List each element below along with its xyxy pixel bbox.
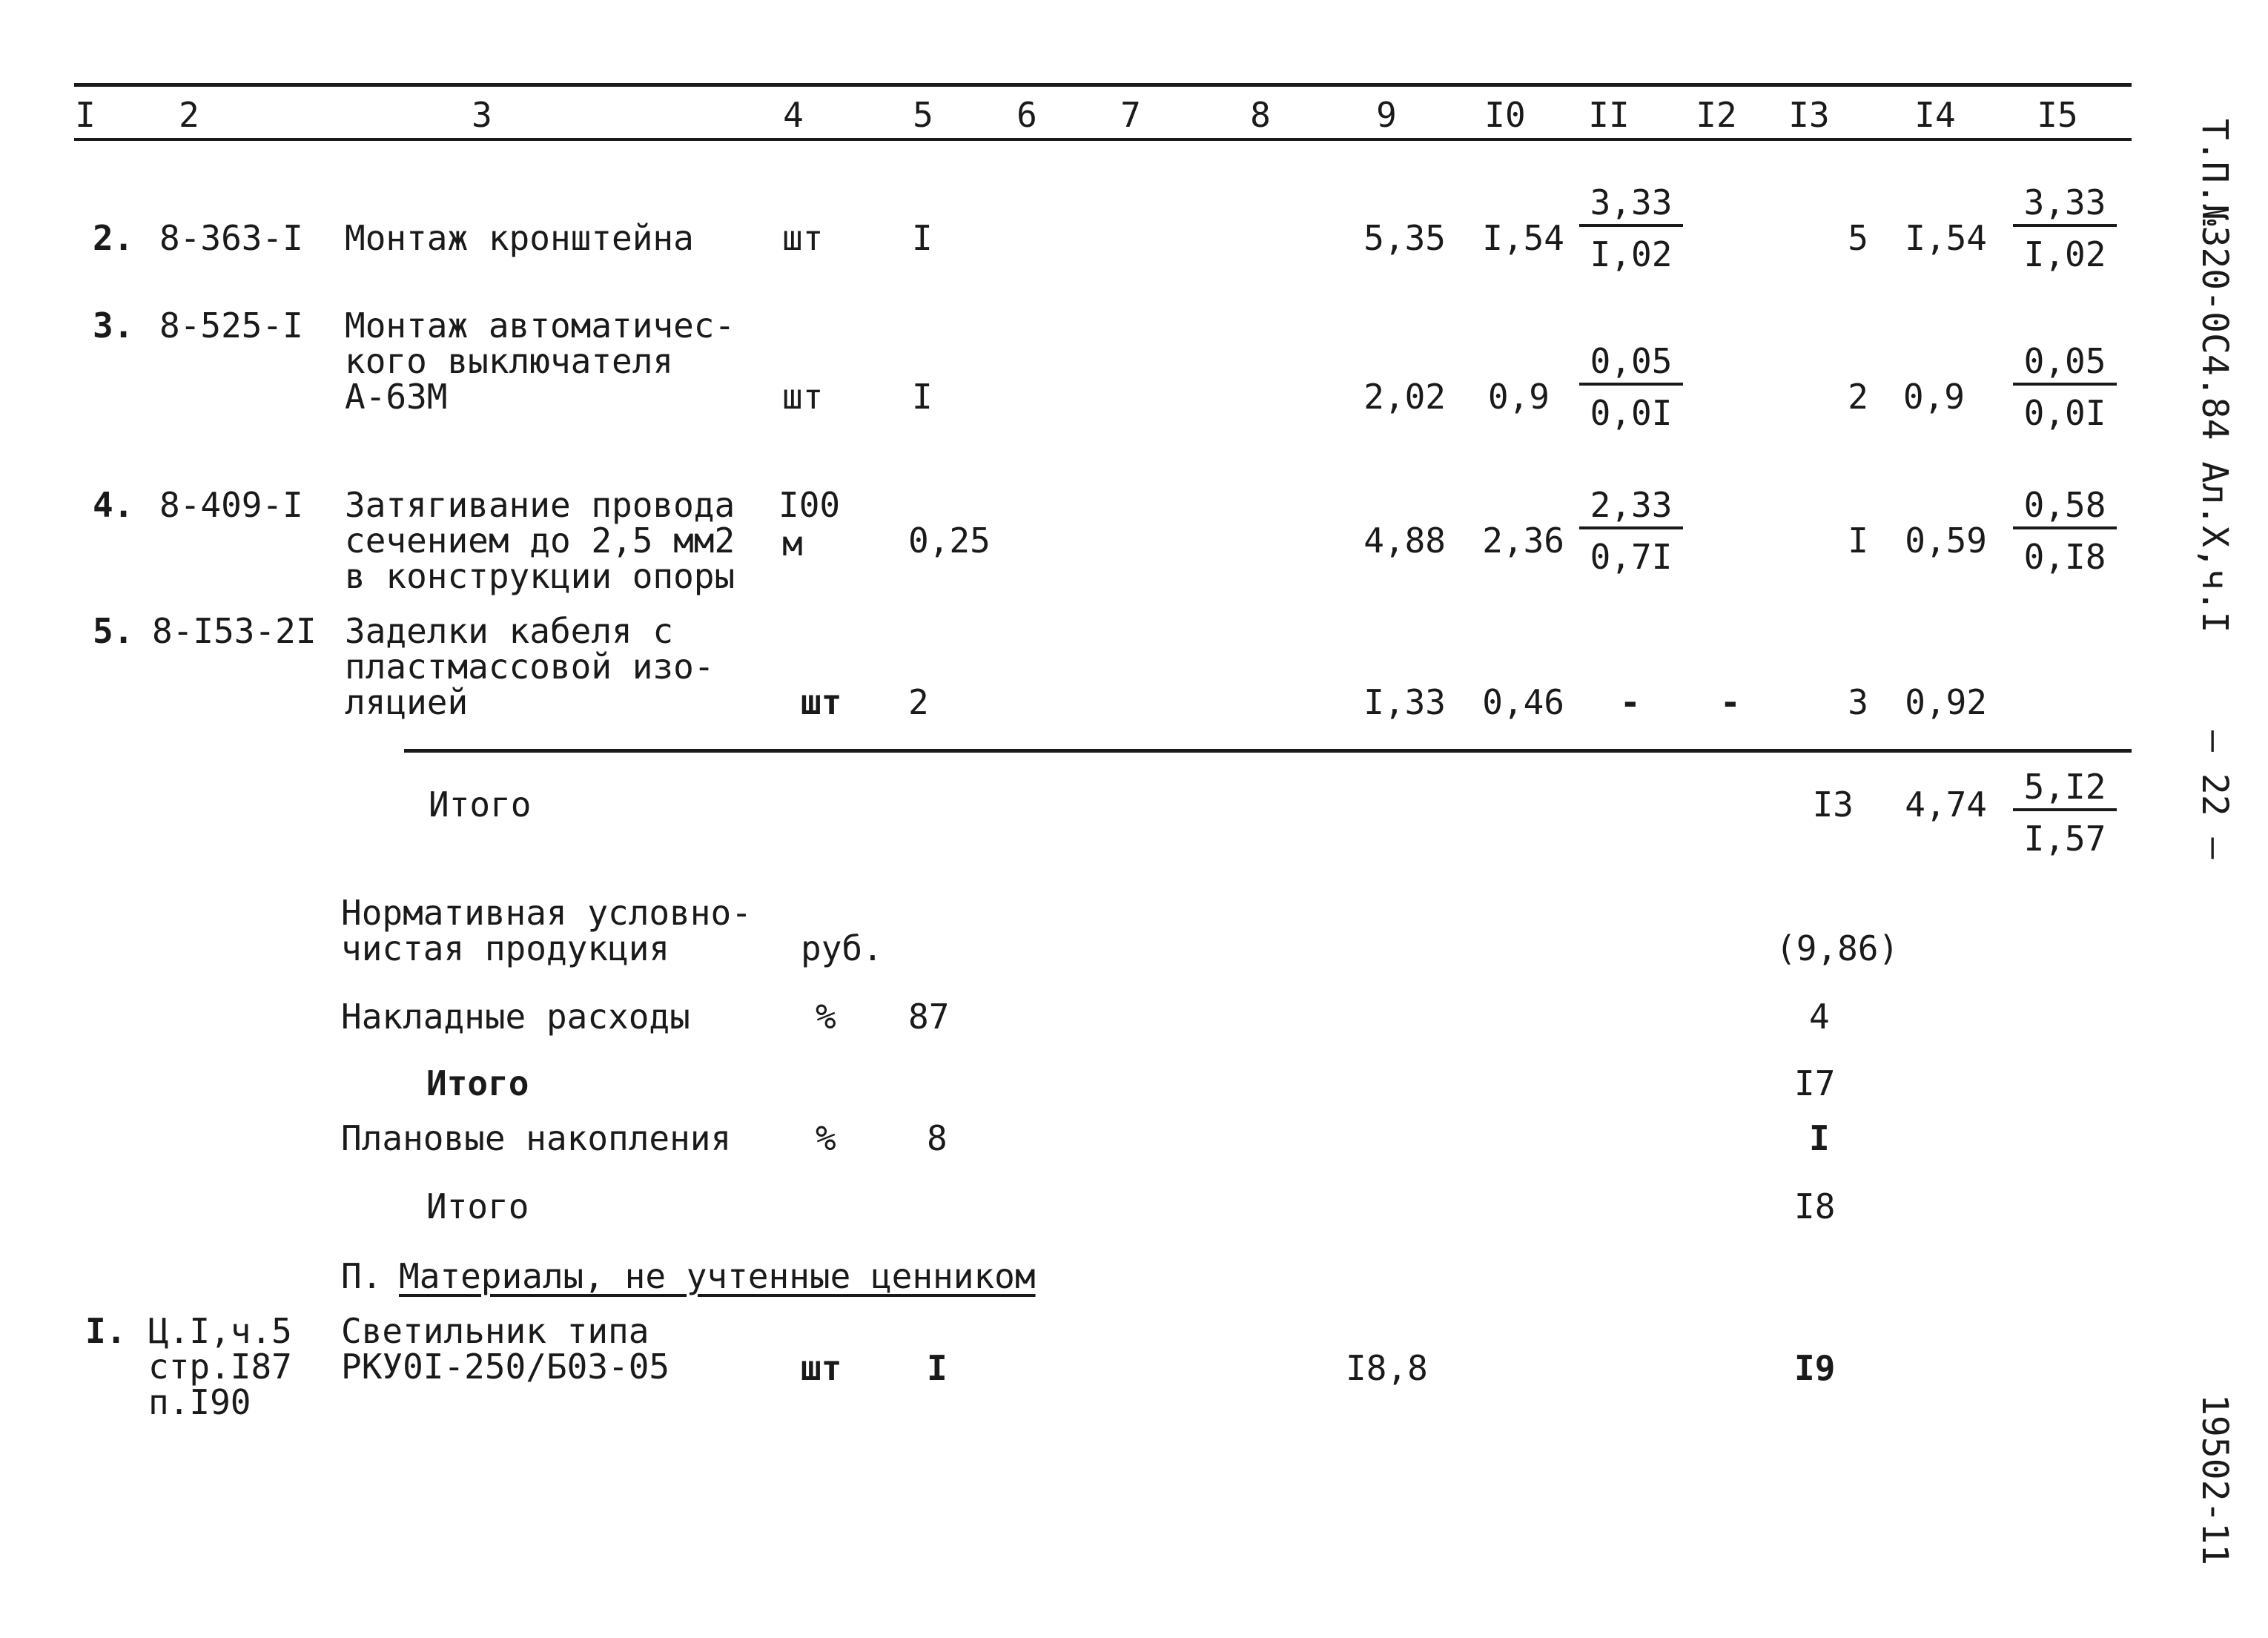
- row-col14: 0,92: [1905, 682, 1987, 722]
- row-number: 4.: [93, 485, 134, 525]
- subtotal-value: I7: [1794, 1063, 1836, 1103]
- column-header: I: [75, 95, 96, 135]
- row-unit-line: I00: [778, 485, 841, 525]
- row-col11-fraction: [1579, 184, 1683, 273]
- overhead-label: Накладные расходы: [341, 997, 690, 1037]
- row-col14: 0,9: [1902, 377, 1965, 417]
- column-header: I2: [1696, 95, 1737, 135]
- fraction-numerator: 5,I2: [2013, 768, 2117, 811]
- row-col9: 2,02: [1363, 377, 1446, 417]
- material-qty: I: [927, 1348, 948, 1388]
- overhead-rate: 87: [908, 997, 950, 1037]
- row-col15-fraction: [2013, 486, 2117, 575]
- section-title: Материалы, не учтенные ценником: [399, 1256, 1036, 1296]
- fraction-denominator: 0,I8: [2023, 537, 2106, 577]
- fraction-numerator: 0,58: [2013, 486, 2117, 529]
- material-number: I.: [85, 1311, 127, 1351]
- column-header: I4: [1914, 95, 1956, 135]
- material-unit: шт: [801, 1348, 842, 1388]
- row-name-line: Монтаж автоматичес-: [345, 306, 735, 346]
- fraction-denominator: I,02: [2023, 234, 2106, 274]
- material-code-line: стр.I87: [148, 1347, 292, 1387]
- row-number: 5.: [93, 611, 134, 651]
- fraction-numerator: 3,33: [1579, 184, 1683, 227]
- column-header: II: [1588, 95, 1630, 135]
- row-name-line: ляцией: [345, 682, 469, 722]
- row-col10: 0,46: [1482, 682, 1564, 722]
- fraction-denominator: I,57: [2023, 819, 2106, 859]
- npp-unit: руб.: [801, 928, 883, 968]
- fraction-denominator: 0,0I: [1590, 393, 1673, 433]
- column-header: 3: [472, 95, 492, 135]
- column-header: 2: [179, 95, 199, 135]
- margin-document-reference: Т.П.№320-0С4.84 Ал.Х,ч.I: [2194, 119, 2235, 633]
- section-prefix: П.: [341, 1256, 383, 1296]
- total-col13: I3: [1812, 785, 1854, 825]
- row-name-line: в конструкции опоры: [345, 556, 735, 596]
- total-col15-fraction: [2013, 768, 2117, 857]
- column-header: 6: [1016, 95, 1037, 135]
- column-header: I5: [2037, 95, 2078, 135]
- npp-label-line: чистая продукция: [341, 928, 670, 968]
- savings-label: Плановые накопления: [341, 1118, 732, 1158]
- fraction-numerator: 0,05: [1579, 343, 1683, 386]
- row-col9: 5,35: [1363, 218, 1446, 258]
- row-unit: шт: [801, 682, 842, 722]
- material-code-line: п.I90: [148, 1382, 251, 1422]
- row-col14: 0,59: [1905, 521, 1987, 561]
- row-qty: 0,25: [908, 521, 991, 561]
- row-col13: 3: [1848, 682, 1868, 722]
- overhead-unit: %: [816, 997, 836, 1037]
- row-col12: -: [1720, 682, 1741, 722]
- fraction-numerator: 3,33: [2013, 184, 2117, 227]
- row-unit: шт: [782, 377, 824, 417]
- overhead-value: 4: [1809, 997, 1830, 1037]
- fraction-denominator: 0,0I: [2023, 393, 2106, 433]
- row-col11-fraction: [1579, 486, 1683, 575]
- material-name-line: РКУ0I-250/Б03-05: [341, 1347, 670, 1387]
- material-col13: I9: [1794, 1348, 1836, 1388]
- row-col15-fraction: [2013, 184, 2117, 273]
- column-header: 7: [1120, 95, 1141, 135]
- fraction-denominator: 0,7I: [1590, 537, 1673, 577]
- row-code: 8-363-I: [159, 218, 303, 258]
- row-name-line: кого выключателя: [345, 341, 674, 381]
- row-name-line: пластмассовой изо-: [345, 647, 715, 687]
- savings-unit: %: [816, 1118, 836, 1158]
- row-col13: 2: [1848, 377, 1868, 417]
- row-qty: I: [912, 218, 933, 258]
- column-header: 5: [913, 95, 933, 135]
- row-number: 3.: [93, 306, 134, 346]
- top-rule: [74, 83, 2132, 87]
- row-qty: 2: [908, 682, 929, 722]
- row-col10: 2,36: [1482, 521, 1564, 561]
- row-name: Монтаж кронштейна: [345, 218, 694, 258]
- row-col9: I,33: [1363, 682, 1446, 722]
- column-header: 8: [1250, 95, 1271, 135]
- column-header: 9: [1376, 95, 1397, 135]
- row-unit: шт: [782, 218, 824, 258]
- row-name-line: Заделки кабеля с: [345, 611, 674, 651]
- material-col9: I8,8: [1346, 1348, 1428, 1388]
- row-name-line: А-63М: [345, 377, 448, 417]
- row-name-line: Затягивание провода: [345, 485, 735, 525]
- row-code: 8-I53-2I: [152, 611, 317, 651]
- row-col11-fraction: [1579, 343, 1683, 432]
- subtotal-label: Итого: [426, 1063, 529, 1103]
- column-header: 4: [783, 95, 804, 135]
- row-qty: I: [912, 377, 933, 417]
- material-code-line: Ц.I,ч.5: [148, 1311, 292, 1351]
- row-code: 8-409-I: [159, 485, 303, 525]
- header-rule: [74, 138, 2132, 141]
- npp-label-line: Нормативная условно-: [341, 893, 752, 933]
- row-col10: I,54: [1482, 218, 1564, 258]
- row-col11: -: [1620, 682, 1641, 722]
- total-label: Итого: [429, 785, 532, 825]
- column-header: I3: [1788, 95, 1830, 135]
- savings-rate: 8: [927, 1118, 948, 1158]
- grand-total-label: Итого: [426, 1186, 529, 1226]
- material-name-line: Светильник типа: [341, 1311, 649, 1351]
- row-col14: I,54: [1905, 218, 1987, 258]
- row-unit-line: м: [782, 524, 803, 564]
- row-number: 2.: [93, 218, 134, 258]
- npp-value: (9,86): [1776, 928, 1900, 968]
- row-col13: I: [1848, 521, 1868, 561]
- total-col14: 4,74: [1905, 785, 1987, 825]
- savings-value: I: [1809, 1118, 1830, 1158]
- row-col13: 5: [1848, 218, 1868, 258]
- fraction-denominator: I,02: [1590, 234, 1673, 274]
- grand-total-value: I8: [1794, 1186, 1836, 1226]
- margin-page-number: — 22 —: [2194, 730, 2235, 859]
- row-name-line: сечением до 2,5 мм2: [345, 521, 735, 561]
- fraction-numerator: 2,33: [1579, 486, 1683, 529]
- margin-inventory-number: 19502-11: [2194, 1394, 2235, 1566]
- row-col9: 4,88: [1363, 521, 1446, 561]
- column-header: I0: [1484, 95, 1526, 135]
- row-col10: 0,9: [1487, 377, 1550, 417]
- total-rule: [404, 749, 2132, 753]
- fraction-numerator: 0,05: [2013, 343, 2117, 386]
- row-code: 8-525-I: [159, 306, 303, 346]
- row-col15-fraction: [2013, 343, 2117, 432]
